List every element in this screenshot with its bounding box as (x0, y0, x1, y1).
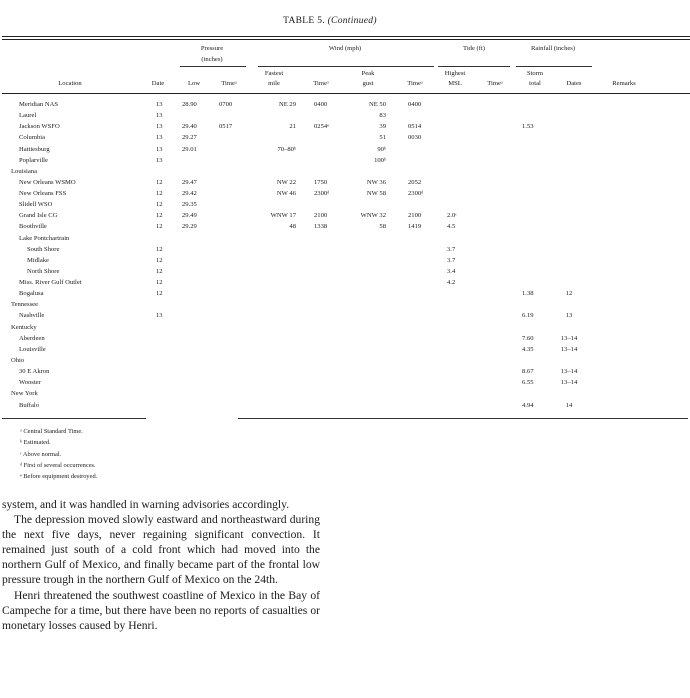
cell-pressure-low: 29.35 (182, 201, 197, 209)
cell-fastest-time: 2100 (314, 212, 328, 220)
cell-fastest-mile: NE 29 (278, 101, 296, 108)
header-pressure-time: Timeᵃ (221, 80, 237, 87)
cell-pressure-time: 0517 (219, 123, 233, 131)
cell-location: Louisville (19, 345, 46, 353)
table-row (0, 267, 690, 277)
cell-fastest-mile: 21 (289, 123, 296, 131)
cell-date: 12 (156, 178, 163, 186)
cell-storm-total: 8.67 (522, 368, 534, 376)
header-fastest-time: Timeᵃ (313, 80, 329, 87)
cell-tide-msl: 3.7 (447, 245, 456, 253)
cell-pressure-low: 29.42 (182, 190, 197, 198)
cell-date: 12 (156, 223, 163, 231)
cell-tide-msl: 3.4 (447, 267, 456, 275)
cell-date: 13 (156, 112, 163, 120)
cell-location: Columbia (19, 134, 46, 142)
cell-fastest-time: 0254ᵉ (314, 123, 329, 131)
cell-tide-msl: 2.0ᶜ (447, 212, 457, 220)
cell-pressure-low: 29.49 (182, 212, 197, 220)
footnote: ᵃ Central Standard Time. (20, 428, 83, 435)
top-rule-1 (2, 36, 690, 37)
cell-location: Jackson WSFO (19, 123, 60, 131)
cell-peak-gust: 51 (379, 134, 386, 142)
cell-date: 13 (156, 134, 163, 142)
table-row (0, 334, 690, 344)
cell-rain-dates: 13–14 (560, 334, 578, 342)
table-row (0, 189, 690, 199)
cell-pressure-low: 29.29 (182, 223, 197, 231)
cell-gust-time: 0514 (408, 123, 422, 131)
pressure-underline (180, 66, 246, 67)
cell-fastest-mile: NW 22 (276, 178, 296, 186)
cell-location: 30 E Akron (19, 368, 50, 376)
cell-fastest-time: 0400 (314, 101, 328, 108)
cell-date: 12 (156, 245, 163, 253)
header-date: Date (151, 80, 165, 87)
footnotes (20, 426, 97, 482)
paragraph: Henri threatened the southwest coastline of Mexico in the Bay of Campeche for a time, but there have been no reports of casualties or monetary losses caused by Henri. (2, 588, 320, 632)
cell-date: 12 (156, 256, 163, 264)
table-row (0, 389, 690, 399)
cell-storm-total: 1.38 (522, 290, 534, 298)
cell-date: 12 (156, 279, 163, 287)
cell-fastest-time: 1750 (314, 178, 328, 186)
cell-tide-msl: 4.2 (447, 279, 456, 287)
cell-location: Kentucky (11, 323, 37, 331)
table-row (0, 345, 690, 355)
cell-date: 12 (156, 290, 163, 298)
table-row (0, 122, 690, 132)
table-row (0, 278, 690, 288)
table-row (0, 245, 690, 255)
top-rule-2 (2, 39, 690, 40)
cell-location: Louisiana (11, 167, 38, 175)
cell-fastest-mile: 70–80ᵇ (277, 145, 296, 153)
table-row (0, 156, 690, 166)
cell-rain-dates: 12 (565, 290, 573, 298)
cell-location: New Orleans FSS (19, 190, 67, 198)
table-row (0, 311, 690, 321)
cell-rain-dates: 14 (565, 401, 573, 409)
table-row (0, 256, 690, 266)
header-pressure-units: (inches) (201, 56, 223, 63)
cell-location: Poplarville (19, 156, 48, 164)
cell-pressure-low: 28.90 (182, 101, 197, 108)
header-rainfall: Rainfall (inches) (530, 45, 576, 52)
cell-location: Hattiesburg (19, 145, 50, 153)
paragraph: system, and it was handled in warning advisories accordingly. (2, 498, 290, 511)
cell-location: Buffalo (19, 401, 40, 409)
header-pressure: Pressure (200, 45, 224, 52)
header-location: Location (58, 80, 82, 87)
cell-date: 13 (156, 145, 163, 153)
cell-peak-gust: 58 (379, 223, 386, 231)
cell-storm-total: 6.55 (522, 379, 534, 387)
cell-peak-gust: NE 50 (368, 101, 386, 108)
cell-location: Slidell WSO (19, 201, 53, 209)
table-row (0, 145, 690, 155)
cell-gust-time: 1419 (408, 223, 422, 231)
cell-location: Midlake (27, 256, 49, 264)
cell-date: 13 (156, 312, 163, 320)
cell-date: 12 (156, 212, 163, 220)
cell-storm-total: 7.60 (522, 334, 534, 342)
cell-location: Ohio (11, 356, 25, 364)
rainfall-underline (516, 66, 592, 67)
cell-storm-total: 1.53 (522, 123, 534, 131)
header-low: Low (187, 80, 201, 87)
cell-pressure-time: 0700 (219, 101, 233, 108)
table-row (0, 356, 690, 366)
header-tide: Tide (ft) (463, 45, 485, 52)
cell-location: Wooster (19, 379, 41, 387)
body-text (2, 497, 320, 633)
cell-gust-time: 2300ᵈ (408, 190, 424, 198)
header-gust-time: Timeᵃ (407, 80, 423, 87)
table-row (0, 211, 690, 221)
footnote: ᵈ First of several occurrences. (20, 461, 96, 469)
cell-location: Meridian NAS (19, 101, 59, 108)
footnote: ᶜ Above normal. (20, 450, 62, 458)
cell-location: Miss. River Gulf Outlet (19, 279, 82, 287)
cell-date: 13 (156, 156, 163, 164)
cell-location: Lake Pontchartrain (19, 234, 70, 242)
cell-rain-dates: 13–14 (560, 368, 578, 376)
header-msl: MSL (448, 80, 462, 87)
footnote: ᵉ Before equipment destroyed. (20, 473, 98, 481)
cell-gust-time: 2052 (408, 178, 422, 186)
cell-date: 12 (156, 201, 163, 209)
cell-fastest-time: 2300ᵈ (314, 190, 330, 198)
header-highest: Highest (444, 70, 466, 77)
cell-peak-gust: 83 (379, 112, 386, 120)
table-row (0, 234, 690, 244)
header-dates: Dates (566, 80, 582, 87)
cell-storm-total: 4.35 (522, 345, 534, 353)
cell-location: Boothville (19, 223, 47, 231)
paragraph: The depression moved slowly eastward and northeastward during the next five days, never regaining significant convection. It remained just south of a cold front which had moved into the northern Gulf of Mexico, and finally became part of the frontal low pressure trough in the northern Gulf of Mexico on the 24th. (2, 513, 320, 587)
cell-tide-msl: 3.7 (447, 256, 456, 264)
header-storm: Storm (526, 70, 544, 77)
cell-date: 13 (156, 101, 163, 108)
cell-rain-dates: 13–14 (560, 379, 578, 387)
cell-location: South Shore (27, 245, 60, 253)
cell-peak-gust: NW 58 (366, 190, 386, 198)
cell-location: New Orleans WSMO (19, 178, 76, 186)
table-row (0, 200, 690, 210)
header-tide-time: Timeᵃ (487, 80, 503, 87)
table-row (0, 222, 690, 232)
cell-location: New York (11, 390, 38, 398)
header-remarks: Remarks (612, 80, 636, 87)
cell-location: Grand Isle CG (19, 212, 58, 220)
cell-gust-time: 0030 (408, 134, 422, 142)
tide-underline (438, 66, 510, 67)
wind-underline (258, 66, 434, 67)
cell-peak-gust: WNW 32 (360, 212, 386, 220)
table-row (0, 300, 690, 310)
cell-location: Tennessee (11, 301, 38, 309)
cell-location: Laurel (19, 112, 37, 120)
table-row (0, 178, 690, 188)
table-caption-label: TABLE 5. (283, 16, 328, 26)
header-bottom-rule (2, 93, 690, 94)
table-caption (0, 16, 660, 26)
cell-fastest-mile: NW 46 (276, 190, 296, 198)
cell-pressure-low: 29.47 (182, 178, 197, 186)
table-row (0, 367, 690, 377)
cell-fastest-mile: WNW 17 (270, 212, 296, 220)
cell-date: 12 (156, 267, 163, 275)
cell-location: Nashville (19, 312, 45, 320)
cell-rain-dates: 13–14 (560, 345, 578, 353)
cell-pressure-low: 29.27 (182, 134, 197, 142)
header-total: total (529, 80, 541, 87)
table-row (0, 401, 690, 411)
bottom-rule-left (2, 418, 146, 419)
cell-peak-gust: 90ᵇ (377, 145, 386, 153)
cell-location: Bogalusa (19, 290, 44, 298)
table-row (0, 111, 690, 121)
cell-pressure-low: 29.40 (182, 123, 197, 131)
cell-storm-total: 6.19 (522, 312, 534, 320)
cell-location: Aberdeen (19, 334, 45, 342)
table-row (0, 289, 690, 299)
cell-storm-total: 4.94 (522, 401, 534, 409)
cell-date: 13 (156, 123, 163, 131)
bottom-rule-right (238, 418, 688, 419)
cell-rain-dates: 13 (565, 312, 573, 320)
header-fastest: Fastest (264, 70, 284, 77)
cell-peak-gust: 39 (379, 123, 386, 131)
header-peak: Peak (361, 70, 375, 77)
table-row (0, 378, 690, 388)
cell-date: 12 (156, 190, 163, 198)
cell-pressure-low: 29.01 (182, 145, 197, 153)
header-mile: mile (268, 80, 280, 87)
cell-gust-time: 0400 (408, 101, 422, 108)
table-caption-continued: (Continued) (327, 16, 377, 26)
cell-fastest-mile: 48 (289, 223, 296, 231)
cell-tide-msl: 4.5 (447, 223, 456, 231)
footnote: ᵇ Estimated. (20, 439, 51, 447)
table-row (0, 323, 690, 333)
cell-location: North Shore (27, 267, 60, 275)
cell-fastest-time: 1338 (314, 223, 328, 231)
table-row (0, 167, 690, 177)
cell-peak-gust: 100ᵇ (374, 156, 386, 164)
table-row (0, 133, 690, 143)
cell-gust-time: 2100 (408, 212, 422, 220)
table-row (0, 100, 690, 110)
header-wind: Wind (mph) (328, 45, 362, 52)
cell-peak-gust: NW 36 (366, 178, 386, 186)
header-gust: gust (362, 80, 374, 87)
